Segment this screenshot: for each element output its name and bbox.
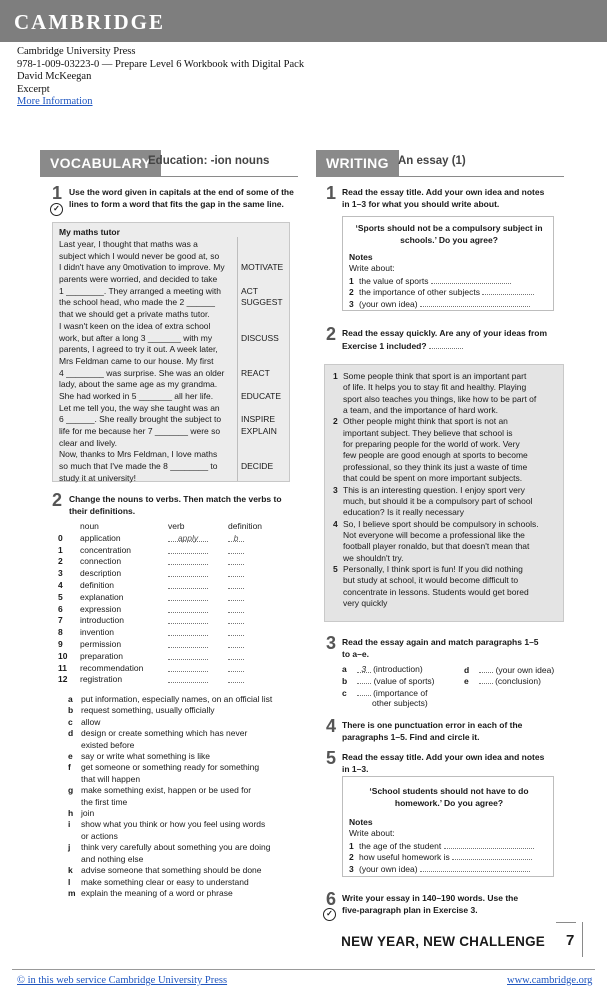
- write-about-label: Write about:: [349, 263, 395, 273]
- homework-notes-box: [342, 776, 554, 877]
- capital-word: [241, 274, 289, 286]
- match-answer[interactable]: [479, 675, 493, 684]
- question-instruction: Read the essay title. Add your own idea and notes in 1–3.: [342, 752, 545, 774]
- definition-item: [68, 819, 298, 842]
- definition-item: [68, 865, 298, 876]
- essay-paragraph: [333, 485, 559, 519]
- definition-letter: f: [68, 762, 71, 773]
- essay-paragraph: [333, 371, 559, 416]
- essay-text: for preparing people for the world of work. Very: [343, 439, 520, 450]
- essay-title-quote: ‘School students should not have to do homework.’ Do you agree?: [369, 786, 529, 808]
- notes-heading: Notes: [349, 252, 373, 262]
- essay-text: of life. It helps you to stay fit and healthy. Playing: [343, 382, 527, 393]
- site-link[interactable]: www.cambridge.org: [507, 975, 593, 986]
- match-text: (introduction): [370, 664, 423, 674]
- verb-answer[interactable]: apply: [168, 533, 208, 542]
- definition-text: make something clear or easy to understand: [81, 876, 249, 887]
- match-text: other subjects): [372, 698, 428, 709]
- note-line[interactable]: 1 the age of the student: [349, 840, 534, 853]
- paragraph-number: 5: [333, 563, 338, 574]
- definition-item: [68, 728, 298, 751]
- table-row: [58, 674, 298, 686]
- definition-letter: h: [68, 808, 74, 819]
- definition-text: or actions: [81, 830, 118, 841]
- row-number: 0: [58, 532, 63, 543]
- definition-answer[interactable]: [228, 615, 244, 624]
- match-text: (importance of: [370, 687, 428, 698]
- essay-text: we shouldn't try.: [343, 552, 404, 563]
- definition-item: [68, 705, 298, 716]
- definition-letter: b: [68, 705, 74, 716]
- definition-text: say or write what something is like: [81, 751, 210, 762]
- essay-text: Other people might think that sport is not an: [343, 416, 508, 427]
- verb-answer[interactable]: [168, 674, 208, 683]
- table-row: [58, 568, 298, 580]
- definition-letter: a: [68, 694, 73, 704]
- capital-word: [241, 321, 289, 333]
- notes-heading: Notes: [349, 817, 373, 827]
- capital-word: [241, 449, 289, 461]
- definition-item: [68, 842, 298, 865]
- text-title: My maths tutor: [59, 227, 120, 237]
- essay-line: [333, 575, 559, 586]
- definition-text: request something, usually officially: [81, 705, 215, 716]
- note-line[interactable]: 2 how useful homework is: [349, 851, 532, 864]
- capital-word: REACT: [241, 367, 270, 378]
- verb-answer[interactable]: [168, 663, 208, 672]
- text-line: that we should get a private maths tutor.: [59, 309, 210, 320]
- book-meta: [17, 46, 304, 109]
- text-line: Now, thanks to Mrs Feldman, I love maths: [59, 449, 218, 460]
- noun-cell: registration: [80, 674, 123, 685]
- essay-line: [333, 450, 559, 461]
- text-line: study it at university!: [59, 472, 137, 483]
- copyright-link[interactable]: © in this web service Cambridge University Press: [17, 975, 228, 986]
- verb-answer[interactable]: [168, 651, 208, 660]
- essay-notes-box: [342, 216, 554, 311]
- brand-logo: CAMBRIDGE: [14, 10, 166, 34]
- capital-word: [241, 438, 289, 450]
- definition-answer[interactable]: [228, 592, 244, 601]
- essay-line: [333, 530, 559, 541]
- text-line: subject which I would never be good at, so: [59, 250, 220, 261]
- author: David McKeegan: [17, 71, 92, 82]
- check-icon: ✓: [50, 203, 63, 216]
- capital-word: MOTIVATE: [241, 262, 284, 273]
- essay-line: [333, 541, 559, 552]
- gap-fill-text-box: [52, 222, 290, 482]
- capital-word: [241, 356, 289, 368]
- question-number: 6: [326, 889, 337, 909]
- definition-answer[interactable]: [228, 663, 244, 672]
- table-row: [58, 592, 298, 604]
- row-number: 12: [58, 674, 68, 685]
- text-line: 6 ______. She really brought the subject to: [59, 414, 222, 425]
- essay-title-quote: ‘Sports should not be a compulsory subject in schools.’ Do you agree?: [355, 223, 543, 245]
- table-body: [58, 533, 298, 686]
- footer-rule: [12, 969, 595, 970]
- question-instruction: Write your essay in 140–190 words. Use the five-paragraph plan in Exercise 3.: [342, 893, 519, 915]
- capital-word: EDUCATE: [241, 390, 281, 401]
- vocabulary-subtitle: Education: -ion nouns: [148, 155, 270, 167]
- verb-answer[interactable]: [168, 568, 208, 577]
- match-row: [342, 698, 428, 709]
- table-row: [58, 556, 298, 568]
- definition-answer[interactable]: [228, 568, 244, 577]
- noun-cell: concentration: [80, 544, 132, 555]
- row-number: 9: [58, 638, 63, 649]
- match-letter: c: [342, 687, 347, 698]
- definition-item: [68, 694, 298, 705]
- capital-word: [241, 403, 289, 415]
- capital-word: DISCUSS: [241, 332, 279, 343]
- definition-text: think very carefully about something you are doing: [81, 842, 271, 853]
- definition-text: allow: [81, 716, 101, 727]
- definition-letter: i: [68, 819, 71, 830]
- definition-answer[interactable]: b: [228, 533, 244, 542]
- essay-text: that could be spent on more important subjects.: [343, 473, 523, 484]
- match-letter: e: [464, 676, 469, 687]
- essay-text: education? Is it really necessary: [343, 507, 464, 518]
- essay-line: [333, 587, 559, 598]
- isbn-title: 978-1-009-03223-0 — Prepare Level 6 Workbook with Digital Pack: [17, 58, 305, 70]
- match-text: (value of sports): [371, 676, 435, 687]
- definition-text: join: [81, 808, 95, 819]
- essay-paragraph: [333, 416, 559, 484]
- more-info-link[interactable]: More Information: [17, 96, 93, 107]
- definition-item: [68, 717, 298, 728]
- row-number: 4: [58, 579, 63, 590]
- definition-item: [68, 888, 298, 899]
- table-row: [58, 604, 298, 616]
- writing-subtitle: An essay (1): [398, 155, 466, 167]
- match-letter: b: [342, 676, 348, 687]
- noun-cell: invention: [80, 627, 115, 638]
- definition-answer[interactable]: [228, 604, 244, 613]
- page-number: 7: [566, 932, 575, 949]
- text-line: 1 ________. They arranged a meeting with: [59, 285, 221, 296]
- definition-text: explain the meaning of a word or phrase: [81, 887, 233, 898]
- row-number: 2: [58, 556, 63, 567]
- row-number: 8: [58, 627, 63, 638]
- essay-line: [333, 394, 559, 405]
- match-answer[interactable]: [479, 664, 493, 673]
- text-line: I wasn't keen on the idea of extra school: [59, 320, 211, 331]
- noun-cell: application: [80, 532, 121, 543]
- paragraph-match: [342, 664, 567, 712]
- question-number: 4: [326, 716, 337, 736]
- verb-answer[interactable]: [168, 580, 208, 589]
- publisher: Cambridge University Press: [17, 46, 136, 57]
- question-number: 2: [52, 490, 63, 510]
- essay-line: [333, 519, 559, 530]
- paragraph-number: 2: [333, 416, 338, 427]
- verb-answer[interactable]: [168, 604, 208, 613]
- vocabulary-rule: [40, 176, 298, 177]
- definition-letter: e: [68, 751, 73, 762]
- table-header: noun verb definition: [80, 521, 263, 531]
- table-row: [58, 627, 298, 639]
- capital-word: SUGGEST: [241, 297, 283, 308]
- definition-text: design or create something which has never: [81, 728, 248, 739]
- definition-letter: g: [68, 785, 74, 796]
- text-line: lady, about the same age as my grandma.: [59, 379, 218, 390]
- noun-cell: preparation: [80, 650, 124, 661]
- essay-text: This is an interesting question. I enjoy sport very: [343, 484, 525, 495]
- match-answer[interactable]: [357, 675, 371, 684]
- verb-answer[interactable]: [168, 556, 208, 565]
- match-letter: d: [464, 665, 470, 675]
- vocabulary-tab: VOCABULARY: [40, 150, 161, 176]
- essay-line: [333, 507, 559, 518]
- question-instruction: Change the nouns to verbs. Then match the verbs to their definitions.: [69, 494, 282, 516]
- definition-item: [68, 762, 298, 785]
- essay-text: So, I believe sport should be compulsory in schools.: [343, 518, 539, 529]
- essay-text: few people are good enough at sports to become: [343, 450, 528, 461]
- verb-answer[interactable]: [168, 545, 208, 554]
- question-instruction: There is one punctuation error in each of the paragraphs 1–5. Find and circle it.: [342, 720, 523, 742]
- text-line: clear and lively.: [59, 437, 117, 448]
- definition-letter: m: [68, 887, 76, 898]
- writing-tab: WRITING: [316, 150, 399, 176]
- definition-item: [68, 785, 298, 808]
- note-line[interactable]: 3 (your own idea): [349, 863, 530, 876]
- essay-text: football player ronaldo, but that doesn't mean that: [343, 541, 530, 552]
- noun-cell: definition: [80, 579, 115, 590]
- capital-word: INSPIRE: [241, 414, 276, 425]
- text-line: work, but after a long 3 _______ with my: [59, 332, 213, 343]
- capital-word: DECIDE: [241, 461, 274, 472]
- definition-answer[interactable]: [228, 639, 244, 648]
- text-line: life for me because her 7 _______ were so: [59, 426, 221, 436]
- question-instruction: Read the essay title. Add your own idea and notes in 1–3 for what you should write about.: [342, 187, 545, 209]
- row-number: 7: [58, 615, 63, 626]
- table-row: [58, 639, 298, 651]
- capital-word: ACT: [241, 285, 258, 296]
- definition-text: advise someone that something should be done: [81, 865, 262, 876]
- paragraph-number: 3: [333, 484, 338, 495]
- table-row: [58, 545, 298, 557]
- definition-answer[interactable]: [228, 651, 244, 660]
- noun-cell: introduction: [80, 615, 124, 626]
- noun-cell: connection: [80, 556, 122, 567]
- definition-letter: k: [68, 865, 73, 876]
- essay-line: [333, 462, 559, 473]
- match-text: (your own idea): [493, 665, 555, 675]
- check-icon: ✓: [323, 908, 336, 921]
- capital-word: [241, 473, 289, 485]
- match-answer[interactable]: 3: [357, 664, 371, 673]
- text-line: the school head, who made the 2 ______: [59, 297, 215, 308]
- row-number: 6: [58, 603, 63, 614]
- definition-text: get someone or something ready for something: [81, 762, 260, 773]
- definition-letter: c: [68, 716, 73, 727]
- row-number: 1: [58, 544, 63, 555]
- essay-line: [333, 405, 559, 416]
- capital-word: [241, 251, 289, 263]
- essay-text: professional, so they think its just a waste of time: [343, 461, 528, 472]
- table-row: [58, 580, 298, 592]
- page-number-rule: [556, 922, 576, 923]
- paragraph-number: 4: [333, 518, 338, 529]
- row-number: 10: [58, 650, 68, 661]
- definition-text: make something exist, happen or be used for: [81, 785, 252, 796]
- verb-answer[interactable]: [168, 627, 208, 636]
- page-number-rule-vertical: [582, 922, 583, 957]
- essay-line: [333, 496, 559, 507]
- definition-text: and nothing else: [81, 853, 144, 864]
- row-number: 5: [58, 591, 63, 602]
- row-number: 3: [58, 568, 63, 579]
- unit-title: NEW YEAR, NEW CHALLENGE: [341, 934, 545, 949]
- definition-letter: j: [68, 842, 71, 853]
- note-line[interactable]: 2 the importance of other subjects: [349, 286, 534, 299]
- capital-word: [241, 309, 289, 321]
- question-instruction: Use the word given in capitals at the end of some of the lines to form a word that fits the gap in the same line.: [69, 187, 294, 209]
- essay-text: Personally, I think sport is fun! If you did nothing: [343, 563, 523, 574]
- essay-text-box: [324, 364, 564, 622]
- column-divider: [237, 237, 238, 481]
- essay-line: [333, 371, 559, 382]
- question-instruction: Read the essay quickly. Are any of your ideas from Exercise 1 included?: [342, 328, 548, 351]
- table-row: [58, 651, 298, 663]
- definition-answer[interactable]: [228, 627, 244, 636]
- question-instruction: Read the essay again and match paragraphs 1–5 to a–e.: [342, 637, 539, 659]
- definition-answer[interactable]: [228, 545, 244, 554]
- noun-cell: permission: [80, 638, 122, 649]
- noun-cell: explanation: [80, 591, 124, 602]
- noun-cell: recommendation: [80, 662, 144, 673]
- essay-line: [333, 564, 559, 575]
- text-line: I didn't have any 0motivation to improve. My: [59, 262, 225, 273]
- essay-paragraph: [333, 564, 559, 609]
- verb-answer[interactable]: [168, 615, 208, 624]
- note-line[interactable]: 1 the value of sports: [349, 275, 511, 288]
- verb-answer[interactable]: [168, 639, 208, 648]
- excerpt-label: Excerpt: [17, 83, 50, 95]
- definition-letter: l: [68, 876, 71, 887]
- text-line: Last year, I thought that maths was a: [59, 239, 198, 249]
- definition-answer[interactable]: [228, 556, 244, 565]
- definition-item: [68, 808, 298, 819]
- definition-item: [68, 751, 298, 762]
- essay-paragraph: [333, 519, 559, 564]
- text-line: Mrs Feldman came to our house. My first: [59, 355, 214, 366]
- text-line: parents were worried, and decided to take: [59, 274, 218, 285]
- writing-header: [316, 150, 566, 178]
- text-line: Let me tell you, the way she taught was an: [59, 402, 220, 413]
- definition-answer[interactable]: [228, 674, 244, 683]
- question-number: 5: [326, 748, 337, 768]
- definition-text: show what you think or how you feel using words: [81, 819, 266, 830]
- match-row: [464, 675, 541, 687]
- essay-line: [333, 439, 559, 450]
- essay-text: Not everyone will become a professional like the: [343, 529, 525, 540]
- essay-line: [333, 553, 559, 564]
- capital-word: [241, 344, 289, 356]
- text-line: parents, I agreed to try it out. A week later,: [59, 344, 218, 355]
- definition-text: that will happen: [81, 773, 141, 784]
- essay-text: much, but should it be a compulsory part of school: [343, 495, 533, 506]
- match-letter: a: [342, 664, 347, 674]
- text-lines: [59, 239, 239, 484]
- row-number: 11: [58, 662, 67, 673]
- capital-word: [241, 379, 289, 391]
- essay-text: but study at school, it would become difficult to: [343, 575, 519, 586]
- essay-text: very quickly: [343, 597, 388, 608]
- table-row: [58, 615, 298, 627]
- definition-item: [68, 877, 298, 888]
- match-answer[interactable]: [357, 687, 371, 696]
- table-row: [58, 533, 298, 545]
- capital-word: EXPLAIN: [241, 426, 277, 436]
- essay-text: important subject. They believe that school is: [343, 427, 513, 438]
- essay-text: Some people think that sport is an important part: [343, 371, 527, 381]
- capital-words: [241, 239, 289, 484]
- definition-text: the first time: [81, 796, 128, 807]
- definition-letter: d: [68, 728, 74, 739]
- essay-text: sport also teaches you things, like how to be part of: [343, 393, 537, 404]
- note-line[interactable]: 3 (your own idea): [349, 298, 530, 311]
- essay-line: [333, 416, 559, 427]
- essay-text: concentrate in lessons. Students would get bored: [343, 586, 529, 597]
- essay-line: [333, 473, 559, 484]
- match-row: [342, 664, 423, 675]
- essay-line: [333, 485, 559, 496]
- question-number: 1: [52, 183, 63, 203]
- write-about-label: Write about:: [349, 828, 395, 838]
- definitions-list: [68, 694, 298, 899]
- text-line: She had worked in 5 _______ all her life.: [59, 390, 214, 401]
- question-number: 1: [326, 183, 337, 203]
- question-number: 2: [326, 324, 337, 344]
- paragraph-number: 1: [333, 371, 338, 381]
- capital-word: [241, 239, 289, 251]
- definition-text: put information, especially names, on an official list: [81, 694, 273, 704]
- essay-line: [333, 428, 559, 439]
- text-line: so much that I've made the 8 ________ to: [59, 461, 218, 472]
- verb-answer[interactable]: [168, 592, 208, 601]
- vocabulary-header: [40, 150, 300, 178]
- noun-verb-table: [58, 521, 298, 686]
- writing-rule: [316, 176, 564, 177]
- table-row: [58, 663, 298, 675]
- definition-answer[interactable]: [228, 580, 244, 589]
- match-text: (conclusion): [492, 676, 541, 687]
- noun-cell: expression: [80, 603, 122, 614]
- essay-text: a team, and the importance of hard work.: [343, 405, 498, 416]
- text-line: 4 ________ was surprise. She was an older: [59, 367, 225, 378]
- essay-line: [333, 598, 559, 609]
- question-number: 3: [326, 633, 337, 653]
- definition-text: existed before: [81, 739, 135, 750]
- noun-cell: description: [80, 568, 122, 579]
- essay-line: [333, 382, 559, 393]
